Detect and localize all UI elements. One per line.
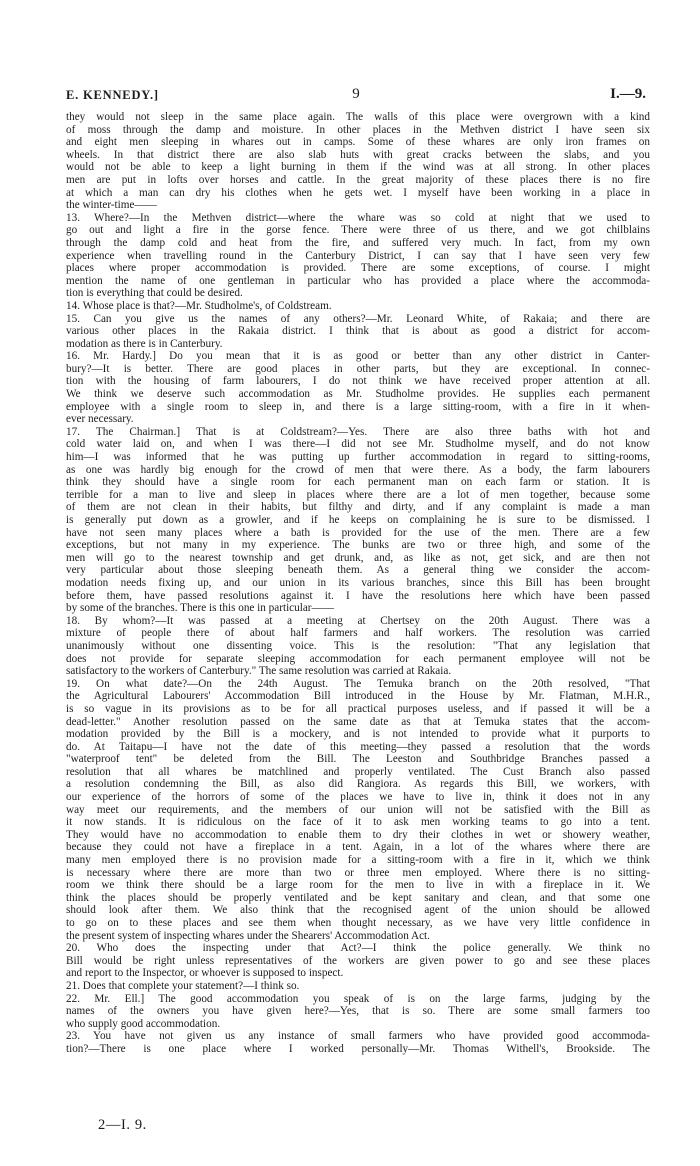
text-line: very particular about those sleeping beneath them. As a general thing we consider the accom- <box>66 564 650 577</box>
text-line: before them, have passed resolutions against it. I have the resolutions here which have been passed <box>66 589 650 602</box>
text-line: of moss through the damp and moisture. In other places in the Methven district I have seen six <box>66 123 650 136</box>
text-line: a resolution condemning the Bill, as also did Rangiora. As regards this Bill, we workers, with <box>66 778 650 791</box>
text-line: places where proper accommodation is provided. There are some exceptions, of course. I might <box>66 262 650 275</box>
text-line: think the places should be properly ventilated and be kept sanitary and clean, and that some one <box>66 891 650 904</box>
text-line: and eight men sleeping in whares out in camps. Some of these whares are only iron frames on <box>66 136 650 149</box>
text-line: him—I was informed that he was putting up further accommodation in regard to sitting-rooms, <box>66 451 650 464</box>
footer-signature: 2—I. 9. <box>98 1117 147 1133</box>
text-line: men are put in lofts over horses and cattle. In the great majority of these places there is no fire <box>66 173 650 186</box>
text-line: mention the name of one gentleman in particular who has provided a place where the accommoda- <box>66 274 650 287</box>
text-line: the Agricultural Labourers' Accommodation Bill introduced in the House by Mr. Flatman, M.H.R., <box>66 690 650 703</box>
text-line: bury?—It is better. There are good places in other parts, but they are exceptional. In connec- <box>66 362 650 375</box>
page-number: 9 <box>352 86 360 102</box>
text-line: the winter-time—— <box>66 199 157 212</box>
text-line: satisfactory to the workers of Canterbury." The same resolution was carried at Rakaia. <box>66 665 452 678</box>
text-line: We think we deserve such accommodation as Mr. Studholme provides. He supplies each permanent <box>66 388 650 401</box>
text-line: men will go to the nearest township and get drunk, and, as like as not, get sick, and are then not <box>66 551 650 564</box>
text-line: tion is everything that could be desired. <box>66 287 243 300</box>
text-line: would not be able to keep a light burning in them if the wind was at all strong. In other places <box>66 161 650 174</box>
text-line: mixture of people there of about half farmers and half workers. The resolution was carried <box>66 627 650 640</box>
text-line: employee with a single room to sleep in, and there is a large sitting-room, with a fire in it when- <box>66 400 650 413</box>
text-line: room we think there should be a large room for the men to live in with a fireplace in it. We <box>66 879 650 892</box>
header-author: E. KENNEDY.] <box>66 88 159 102</box>
text-line: 17. The Chairman.] That is at Coldstream?—Yes. There are also three baths with hot and <box>66 425 650 438</box>
text-line: have not seen many places where a bath is provided for the use of the men. There are a few <box>66 526 650 539</box>
text-line: they would not sleep in the same place again. The walls of this place were overgrown with a kind <box>66 111 650 123</box>
text-line: wheels. In that district there are also slab huts with great cracks between the slabs, and you <box>66 148 650 161</box>
text-line: of them are not clean in their habits, but filthy and dirty, and if any complaint is made a man <box>66 501 650 514</box>
text-line: unanimously without one dissenting voice. This is the resolution: "That any legislation that <box>66 639 650 652</box>
body-text <box>66 111 650 1056</box>
text-line: and report to the Inspector, or whoever is supposed to inspect. <box>66 967 344 980</box>
text-line: 21. Does that complete your statement?—I think so. <box>66 979 300 992</box>
text-line: our experience of the horrors of some of the places we have to live in, think it does not in any <box>66 791 650 804</box>
text-line: at which a man can dry his clothes when he gets wet. I myself have been working in a place in <box>66 186 650 199</box>
text-line: cold water laid on, and when I was there—I did not see Mr. Studholme myself, and do not know <box>66 438 650 451</box>
text-line: to go on to these places and see them when thought necessary, as we have very little confidence in <box>66 917 650 929</box>
text-line: exceptions, but not many in my experience. The bunks are two or three high, and some of the <box>66 539 650 552</box>
text-line: go out and light a fire in the gorse fence. There were three of us there, and we got chilblains <box>66 224 650 237</box>
text-line: names of the owners you have given here?—Yes, that is so. There are some small farmers too <box>66 1005 650 1018</box>
text-line: is generally put down as a growler, and if he keeps on complaining he is sure to be dismissed. I <box>66 514 650 526</box>
text-line: terrible for a man to live and sleep in places where there are a lot of men together, because some <box>66 488 650 501</box>
text-line: 20. Who does the inspecting under that Act?—I think the police generally. We think no <box>66 942 650 955</box>
text-line: because they could not have a fireplace in a tent. Again, in a lot of the whares where there are <box>66 841 650 854</box>
document-reference: I.—9. <box>610 86 646 102</box>
text-line: do. At Taitapu—I have not the date of this meeting—they passed a resolution that the words <box>66 740 650 753</box>
text-line: various other places in the Rakaia district. I think that is about as good a district for accom- <box>66 325 650 338</box>
text-line: 19. On what date?—On the 24th August. The Temuka branch on the 20th resolved, "That <box>66 677 650 690</box>
text-line: does not provide for separate sleeping accommodation for each permanent employee will not be <box>66 652 650 665</box>
text-line: as one was hardly big enough for the crowd of men that were there. As a body, the farm labourers <box>66 463 650 476</box>
text-line: modation provided by the Bill is a mockery, and is not intended to provide what it purports to <box>66 728 650 741</box>
text-line: many men employed there is no provision made for a sitting-room with a fire in it, which we think <box>66 854 650 867</box>
text-line: modation as there is in Canterbury. <box>66 337 223 350</box>
text-line: dead-letter." Another resolution passed on the same date as that at Temuka states that the accom- <box>66 715 650 728</box>
text-line: the present system of inspecting whares under the Shearers' Accommodation Act. <box>66 929 430 942</box>
text-line: modation needs fixing up, and our union in its various branches, since this Bill has been brought <box>66 576 650 589</box>
text-line: it now stands. It is ridiculous on the face of it to ask men working teams to go into a tent. <box>66 816 650 829</box>
text-line: resolution that all whares be matchlined and properly ventilated. The Cust Branch also passed <box>66 765 650 778</box>
text-line: 22. Mr. Ell.] The good accommodation you speak of is on the large farms, judging by the <box>66 992 650 1005</box>
text-line: experience when travelling round in the Canterbury District, I can say that I have seen very few <box>66 249 650 262</box>
text-line: 23. You have not given us any instance of small farmers who have provided good accommoda- <box>66 1030 650 1043</box>
text-line: is so vague in its provisions as to be for all practical purposes useless, and if passed it will be a <box>66 702 650 715</box>
text-line: through the damp cold and heat from the fire, and suffered very much. In fact, from my own <box>66 236 650 249</box>
page-header <box>66 86 646 106</box>
text-line: 16. Mr. Hardy.] Do you mean that it is as good or better than any other district in Canter- <box>66 350 650 363</box>
text-line: tion?—There is one place where I worked personally—Mr. Thomas Withell's, Brookside. The <box>66 1042 650 1055</box>
text-line: way meet our requirements, and the members of our union will not be satisfied with the Bill as <box>66 803 650 816</box>
text-line: ever necessary. <box>66 413 134 426</box>
text-line: should look after them. We also think that the recognised agent of the union should be allowed <box>66 904 650 917</box>
text-line: by some of the branches. There is this one in particular—— <box>66 602 334 615</box>
text-line: 14. Whose place is that?—Mr. Studholme's, of Coldstream. <box>66 299 332 312</box>
text-line: 18. By whom?—It was passed at a meeting at Chertsey on the 20th August. There was a <box>66 614 650 627</box>
text-line: 13. Where?—In the Methven district—where the whare was so cold at night that we used to <box>66 211 650 224</box>
text-line: think they should have a single room for each permanent man on each farm or station. It is <box>66 476 650 489</box>
text-line: is necessary where there are more than two or three men employed. Where there is no sitting- <box>66 866 650 879</box>
text-line: 15. Can you give us the names of any others?—Mr. Leonard White, of Rakaia; and there are <box>66 312 650 325</box>
text-line: They would have no accommodation to enable them to dry their clothes in wet or showery weather, <box>66 828 650 841</box>
text-line: tion with the housing of farm labourers, I do not think we have received proper attention at all. <box>66 375 650 388</box>
text-line: who supply good accommodation. <box>66 1017 221 1030</box>
text-line: Bill would be right unless representatives of the workers are given power to go and see these places <box>66 954 650 967</box>
text-line: "waterproof tent" be deleted from the Bill. The Leeston and Southbridge Branches passed a <box>66 753 650 766</box>
